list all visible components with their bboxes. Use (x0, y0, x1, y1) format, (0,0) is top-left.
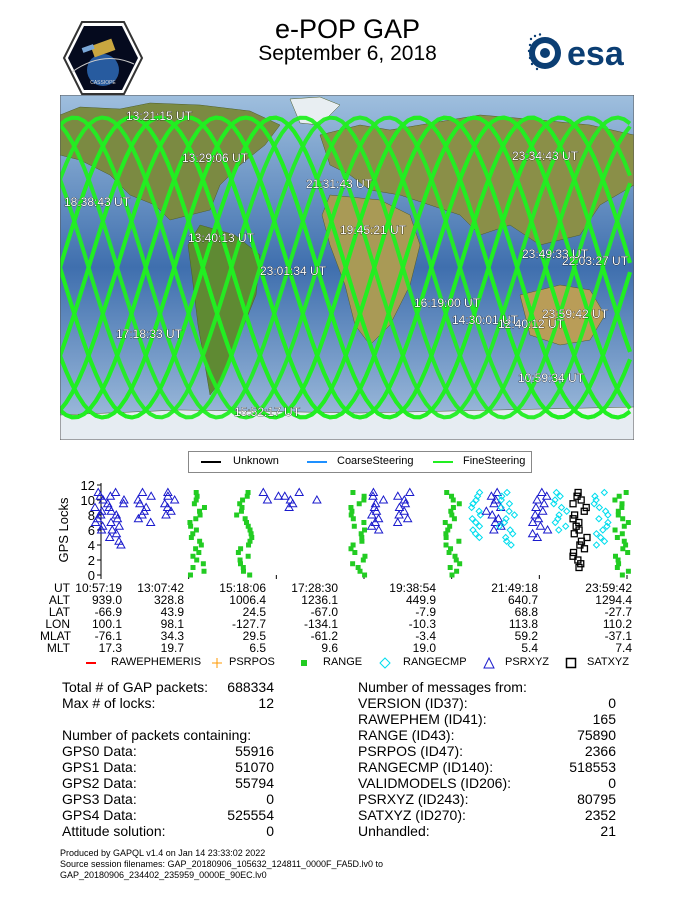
data-point (247, 573, 252, 578)
data-point (246, 490, 251, 495)
data-point (564, 508, 570, 514)
data-point (193, 516, 198, 521)
summary-value: 21 (600, 823, 616, 839)
summary-label: Unhandled: (358, 823, 430, 839)
data-point (552, 520, 558, 526)
data-point (626, 569, 631, 574)
orbit-cell: -67.0 (310, 605, 338, 619)
data-point (202, 505, 207, 510)
summary-label: GPS2 Data: (62, 775, 137, 791)
summary-value: 688334 (227, 679, 274, 695)
orbit-cell: 10:57:19 (75, 581, 122, 595)
data-point (451, 505, 456, 510)
summary-value: 0 (608, 775, 616, 791)
legend-fine-steering: FineSteering (463, 455, 526, 467)
data-point (356, 565, 361, 570)
data-point (556, 527, 562, 533)
data-point (449, 494, 454, 499)
data-point (194, 528, 199, 533)
data-point (532, 504, 540, 511)
data-point (596, 516, 602, 522)
summary-value: 12 (258, 695, 274, 711)
data-point (295, 489, 303, 496)
data-point (351, 543, 356, 548)
data-point (238, 546, 243, 551)
summary-label: RANGE (ID43): (358, 727, 455, 743)
summary-label: SATXYZ (ID270): (358, 807, 466, 823)
orbit-cell: 15:18:06 (219, 581, 266, 595)
data-point (605, 512, 611, 518)
data-point (193, 546, 198, 551)
orbit-cell: -10.3 (408, 617, 436, 631)
legend-psrxyz: PSRXYZ (505, 656, 550, 668)
data-point (447, 524, 452, 529)
data-point (448, 546, 453, 551)
data-point (626, 520, 631, 525)
data-point (202, 569, 207, 574)
map-time-label: 23:59:42 UT (542, 307, 609, 321)
orbit-cell: 19:38:54 (389, 581, 436, 595)
legend-psrpos: PSRPOS (229, 656, 275, 668)
summary-label: Attitude solution: (62, 823, 166, 839)
orbit-cell: -37.1 (604, 629, 632, 643)
orbit-cell: 7.4 (615, 641, 632, 655)
page-title: e-POP GAP (274, 14, 421, 44)
map-time-label: 12:40:12 UT (498, 317, 565, 331)
orbit-cell: 110.2 (602, 617, 632, 631)
data-point (511, 512, 517, 518)
footer (60, 848, 660, 881)
data-point (348, 505, 353, 510)
summary-value: 2352 (584, 807, 616, 823)
y-tick-label: 2 (87, 553, 95, 568)
orbit-row-label: MLAT (40, 629, 72, 643)
y-tick-label: 6 (87, 523, 95, 538)
data-point (581, 508, 587, 514)
orbit-cell: 24.5 (242, 605, 266, 619)
data-point (394, 492, 402, 499)
orbit-cell: 1294.4 (595, 593, 632, 607)
orbit-cell: -27.7 (604, 605, 632, 619)
summary-label: GPS0 Data: (62, 743, 137, 759)
summary-label: GPS4 Data: (62, 807, 137, 823)
orbit-cell: 17:28:30 (291, 581, 338, 595)
data-point (578, 497, 584, 503)
map-time-label: 13:29:06 UT (182, 151, 249, 165)
orbit-cell: -127.7 (231, 617, 266, 631)
orbit-cell: -134.1 (303, 617, 338, 631)
series-legend (85, 654, 629, 672)
map-time-label: 13:40:13 UT (188, 231, 255, 245)
orbit-cell: -3.4 (415, 629, 436, 643)
data-point (379, 496, 387, 503)
data-point (443, 520, 448, 525)
esa-logo (527, 33, 635, 73)
map-time-label: 19:45:21 UT (340, 223, 407, 237)
mission-badge-logo (62, 20, 144, 96)
data-point (201, 561, 206, 566)
data-point (362, 494, 367, 499)
summary-label: RAWEPHEM (ID41): (358, 711, 487, 727)
data-point (406, 489, 414, 496)
data-point (593, 531, 599, 537)
data-point (115, 522, 123, 529)
data-point (263, 496, 271, 503)
data-point (194, 490, 199, 495)
data-point (536, 522, 544, 529)
data-point (362, 554, 367, 559)
data-point (238, 558, 243, 563)
orbit-map (60, 95, 634, 440)
summary-value: 525554 (227, 807, 274, 823)
data-point (444, 490, 449, 495)
summary-label: Max # of locks: (62, 695, 156, 711)
legend-satxyz: SATXYZ (587, 656, 629, 668)
summary-label: Number of packets containing: (62, 727, 252, 743)
data-point (531, 511, 539, 518)
data-point (352, 524, 357, 529)
data-point (506, 508, 512, 514)
data-point (506, 501, 512, 507)
y-axis-label: GPS Locks (56, 497, 71, 563)
data-point (190, 554, 195, 559)
data-point (139, 489, 147, 496)
svg-text:esa: esa (567, 35, 624, 73)
data-point (147, 492, 155, 499)
data-point (357, 501, 362, 506)
data-point (448, 565, 453, 570)
data-point (187, 520, 192, 525)
data-point (583, 505, 589, 511)
map-time-label: 13:21:15 UT (126, 109, 193, 123)
map-time-label: 15:52:17 UT (234, 405, 301, 419)
data-point (620, 516, 625, 521)
y-tick-label: 4 (87, 538, 95, 553)
y-tick-label: 0 (87, 568, 95, 583)
data-point (620, 501, 625, 506)
data-point (456, 539, 461, 544)
data-point (240, 498, 245, 503)
data-point (444, 543, 449, 548)
data-point (246, 554, 251, 559)
map-time-label: 14:30:01 UT (452, 313, 519, 327)
data-point (453, 554, 458, 559)
data-point (596, 505, 602, 511)
data-point (350, 490, 355, 495)
data-point (603, 508, 609, 514)
orbit-cell: -61.2 (310, 629, 338, 643)
data-point (482, 507, 490, 514)
data-point (559, 505, 565, 511)
summary-label: VALIDMODELS (ID206): (358, 775, 512, 791)
data-point (112, 489, 120, 496)
orbit-cell: 1236.1 (301, 593, 338, 607)
orbit-row-label: LON (45, 617, 70, 631)
data-point (593, 542, 599, 548)
data-point (601, 490, 607, 496)
summary-label: PSRXYZ (ID243): (358, 791, 469, 807)
data-point (570, 501, 576, 507)
orbit-row-label: UT (54, 581, 70, 595)
data-point (197, 539, 202, 544)
summary-value: 2366 (584, 743, 616, 759)
summary-value: 0 (608, 695, 616, 711)
data-point (617, 494, 622, 499)
orbit-cell: 1006.4 (229, 593, 266, 607)
message-summary (358, 679, 618, 844)
map-time-label: 21:31:43 UT (306, 177, 373, 191)
data-point (188, 573, 193, 578)
summary-value: 55794 (235, 775, 274, 791)
summary-value: 0 (266, 791, 274, 807)
orbit-cell: 17.3 (98, 641, 122, 655)
orbit-cell: -7.9 (415, 605, 436, 619)
map-time-label: 23:49:33 UT (522, 247, 589, 261)
orbit-cell: 939.0 (91, 593, 122, 607)
legend-range: RANGE (323, 656, 363, 668)
data-point (613, 554, 618, 559)
data-point (624, 490, 629, 495)
y-tick-label: 10 (80, 493, 95, 508)
data-point (350, 561, 355, 566)
data-point (450, 573, 455, 578)
data-point (457, 501, 462, 506)
gps-locks-chart (0, 475, 695, 585)
data-point (507, 527, 513, 533)
summary-value: 75890 (577, 727, 616, 743)
data-point (369, 489, 377, 496)
orbit-cell: 328.8 (153, 593, 184, 607)
orbit-cell: -76.1 (94, 629, 122, 643)
summary-value: 51070 (235, 759, 274, 775)
map-time-label: 16:19:00 UT (414, 296, 481, 310)
orbit-cell: 9.6 (321, 641, 338, 655)
summary-label: PSRPOS (ID47): (358, 743, 464, 759)
summary-label: GPS3 Data: (62, 791, 137, 807)
orbit-cell: 29.5 (242, 629, 266, 643)
data-point (538, 489, 546, 496)
data-point (620, 531, 625, 536)
data-point (533, 496, 541, 503)
orbit-cell: 19.7 (160, 641, 184, 655)
data-point (622, 539, 627, 544)
y-tick-label: 12 (80, 478, 95, 493)
orbit-cell: 23:59:42 (585, 581, 632, 595)
summary-value: 55916 (235, 743, 274, 759)
data-point (394, 519, 402, 526)
packet-summary (62, 679, 312, 844)
data-point (197, 509, 202, 514)
map-time-label: 22:03:27 UT (562, 254, 629, 268)
summary-label: RANGECMP (ID140): (358, 759, 494, 775)
summary-label: Number of messages from: (358, 679, 527, 695)
footer-produced-by: Produced by GAPQL v1.4 on Jan 14 23:33:02 2022 (60, 848, 266, 858)
map-time-label: 10:59:34 UT (518, 371, 585, 385)
summary-value: 0 (266, 823, 274, 839)
map-time-label: 17:18:33 UT (116, 327, 183, 341)
data-point (470, 527, 476, 533)
data-point (191, 565, 196, 570)
data-point (120, 496, 128, 503)
data-point (454, 569, 459, 574)
orbit-cell: 43.9 (160, 605, 184, 619)
steering-legend (188, 451, 532, 473)
chart-points (91, 489, 631, 578)
map-time-label: 18:38:43 UT (64, 195, 131, 209)
orbit-cell: 68.8 (514, 605, 538, 619)
page-date: September 6, 2018 (258, 42, 437, 65)
orbit-cell: 6.5 (249, 641, 266, 655)
data-point (362, 573, 367, 578)
orbit-parameters-table (40, 582, 680, 658)
legend-unknown: Unknown (233, 455, 279, 467)
orbit-row-label: ALT (48, 593, 70, 607)
footer-source-line2: GAP_20180906_234402_235959_0000E_90EC.lv0 (60, 870, 267, 880)
summary-value: 80795 (577, 791, 616, 807)
data-point (259, 489, 267, 496)
orbit-cell: 19.0 (412, 641, 436, 655)
orbit-row-label: LAT (48, 605, 70, 619)
orbit-cell: 13:07:42 (137, 581, 184, 595)
legend-coarse-steering: CoarseSteering (337, 455, 414, 467)
data-point (625, 550, 630, 555)
orbit-cell: 113.8 (508, 617, 538, 631)
svg-text:CASSIOPE: CASSIOPE (90, 80, 116, 86)
summary-value: 518553 (569, 759, 616, 775)
data-point (404, 515, 412, 522)
data-point (313, 496, 321, 503)
orbit-cell: 98.1 (160, 617, 184, 631)
summary-label: GPS1 Data: (62, 759, 137, 775)
summary-label: VERSION (ID37): (358, 695, 468, 711)
orbit-row-label: MLT (46, 641, 70, 655)
data-point (612, 498, 617, 503)
summary-value: 165 (592, 711, 616, 727)
legend-rangecmp: RANGECMP (403, 656, 467, 668)
orbit-cell: 640.7 (507, 593, 538, 607)
orbit-cell: 5.4 (521, 641, 538, 655)
footer-source-line1: Source session filenames: GAP_20180906_105632_124811_0000F_FA5D.lv0 to (60, 859, 384, 869)
data-point (147, 519, 155, 526)
data-point (234, 513, 239, 518)
map-time-label: 23:34:43 UT (512, 149, 579, 163)
y-tick-label: 8 (87, 508, 95, 523)
orbit-cell: 100.1 (91, 617, 122, 631)
data-point (615, 535, 620, 540)
data-point (613, 528, 618, 533)
data-point (243, 516, 248, 521)
data-point (362, 528, 367, 533)
data-point (361, 520, 366, 525)
orbit-cell: 34.3 (160, 629, 184, 643)
data-point (620, 573, 625, 578)
orbit-cell: -66.9 (94, 605, 122, 619)
data-point (508, 542, 514, 548)
data-point (510, 531, 516, 537)
orbit-cell: 21:49:18 (491, 581, 538, 595)
data-point (504, 490, 510, 496)
map-time-label: 23:01:34 UT (260, 264, 327, 278)
orbit-cell: 59.2 (514, 629, 538, 643)
summary-label: Total # of GAP packets: (62, 679, 209, 695)
legend-rawephemeris: RAWEPHEMERIS (111, 656, 202, 668)
orbit-cell: 449.9 (405, 593, 436, 607)
data-point (563, 523, 569, 529)
data-point (529, 530, 537, 537)
data-point (576, 565, 582, 571)
